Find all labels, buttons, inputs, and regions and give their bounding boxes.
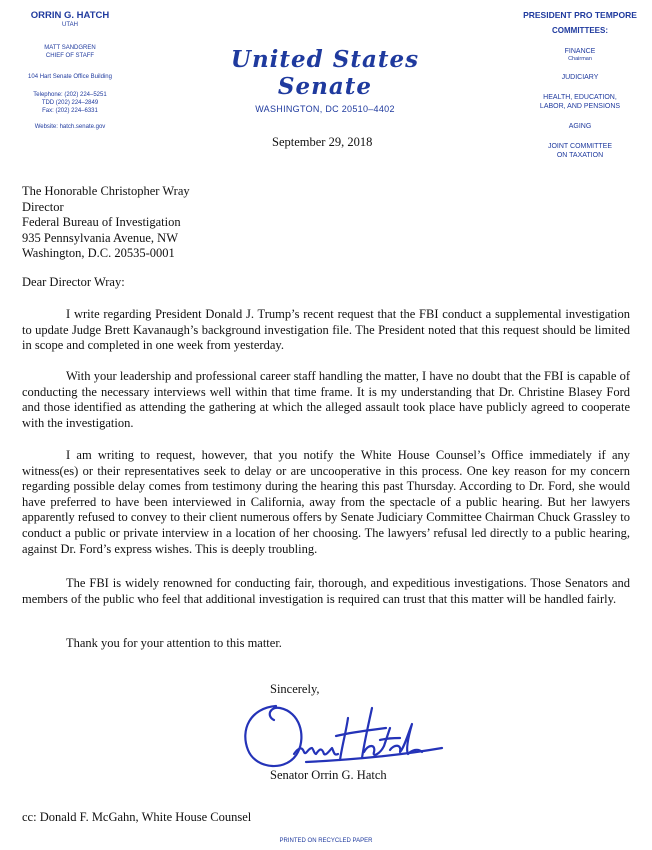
chief-title: CHIEF OF STAFF: [45, 53, 95, 59]
committee-joint-line1: JOINT COMMITTEE: [547, 143, 613, 150]
committee-help: [510, 93, 650, 111]
senate-city: WASHINGTON, DC 20510–4402: [255, 104, 395, 114]
committee-joint-taxation: [510, 142, 650, 160]
handwritten-signature: [236, 690, 446, 780]
committees-label: COMMITTEES:: [552, 26, 608, 35]
recipient-line: 935 Pennsylvania Avenue, NW: [22, 230, 178, 245]
office-address: 104 Hart Senate Office Building: [28, 74, 112, 80]
senator-name: ORRIN G. HATCH: [30, 10, 110, 21]
recipient-address: [22, 184, 190, 262]
recipient-line: Director: [22, 199, 64, 214]
letterhead-left: [0, 10, 140, 130]
body-paragraph: Thank you for your attention to this matter.: [66, 636, 282, 650]
committee-help-line2: LABOR, AND PENSIONS: [539, 103, 621, 110]
letter-date: September 29, 2018: [272, 135, 373, 149]
committee-help-line1: HEALTH, EDUCATION,: [543, 94, 617, 101]
recipient-line: Federal Bureau of Investigation: [22, 215, 181, 230]
website: Website: hatch.senate.gov: [34, 124, 106, 130]
tdd: TDD (202) 224–2849: [41, 100, 99, 106]
body-paragraph: I am writing to request, however, that you notify the White House Counsel’s Office immediately if any witness(es) or their representatives seek to delay or are uncooperative in this process. One key reason for my concern regarding possible delay comes from testimony during the hearing this past Thursday. According to Dr. Ford, she would have preferred to have been interviewed in California, away from the spectacle of a public hearing. But her lawyers apparently refused to convey to their client numerous offers by Senate Judiciary Committee Chairman Chuck Grassley to conduct a public or private interview in a location of her choosing. The lawyers’ refusal led directly to a public hearing, against Dr. Ford’s express wishes. This is deeply troubling.: [22, 448, 630, 556]
body-paragraph: The FBI is widely renowned for conducting fair, thorough, and expeditious investigations. Those Senators and members of the public who feel that additional investigation is required can trust that this matter will be handled fairly.: [22, 576, 630, 606]
recipient-line: The Honorable Christopher Wray: [22, 184, 190, 198]
committee-finance: FINANCE: [564, 48, 596, 55]
president-pro-tempore: PRESIDENT PRO TEMPORE: [523, 10, 637, 20]
committee-judiciary: JUDICIARY: [561, 74, 599, 81]
chief-name: MATT SANDGREN: [44, 45, 96, 51]
committee-finance-role: Chairman: [568, 56, 592, 62]
recipient-line: Washington, D.C. 20535-0001: [22, 246, 175, 261]
senate-name: United States Senate: [230, 46, 420, 100]
letterhead-center: [180, 46, 470, 114]
phone-numbers: [0, 91, 140, 115]
salutation: Dear Director Wray:: [22, 275, 125, 289]
telephone: Telephone: (202) 224–5251: [33, 92, 107, 98]
footer-recycled: PRINTED ON RECYCLED PAPER: [279, 838, 373, 844]
senator-state: UTAH: [62, 22, 78, 28]
signer-name: Senator Orrin G. Hatch: [270, 768, 387, 782]
letterhead-right: [510, 10, 650, 160]
closing: Sincerely,: [270, 682, 320, 696]
cc-line: cc: Donald F. McGahn, White House Counsel: [22, 810, 252, 824]
body-paragraph: I write regarding President Donald J. Trump’s recent request that the FBI conduct a supplemental investigation to update Judge Brett Kavanaugh’s background investigation file. The President noted that this request should be limited in scope and completed in one week from yesterday.: [22, 307, 630, 353]
fax: Fax: (202) 224–6331: [42, 108, 98, 114]
committee-joint-line2: ON TAXATION: [556, 152, 604, 159]
committee-aging: AGING: [568, 123, 592, 130]
body-paragraph: With your leadership and professional career staff handling the matter, I have no doubt that the FBI is capable of conducting the necessary interviews well within that time frame. It is my understanding that Dr. Christine Blasey Ford and those identified as attending the gathering at which the alleged assault took place have publicly agreed to cooperate with the investigation.: [22, 369, 630, 430]
chief-of-staff: [0, 44, 140, 60]
